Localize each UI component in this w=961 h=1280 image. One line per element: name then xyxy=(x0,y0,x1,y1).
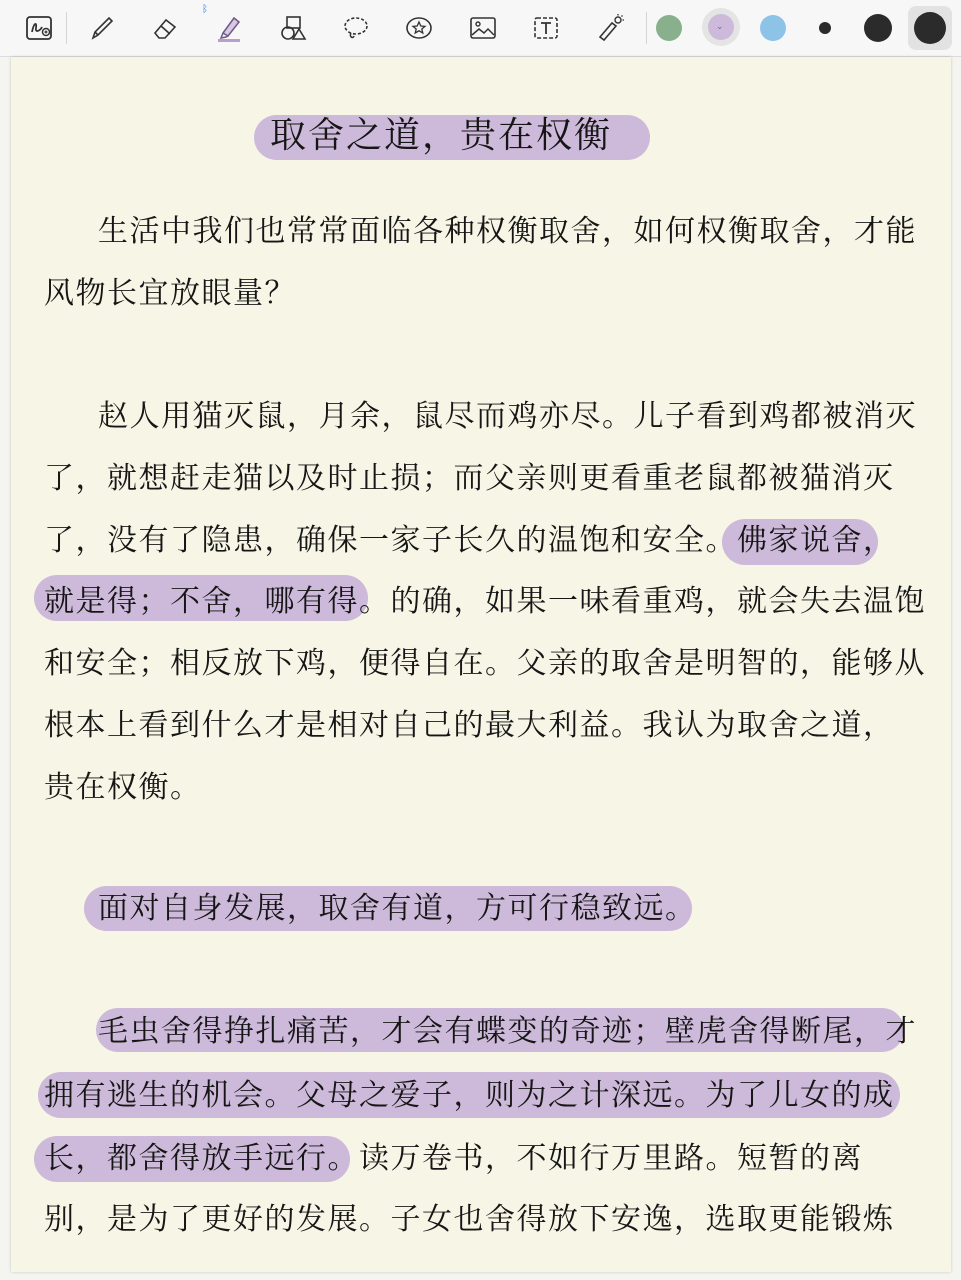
chevron-down-icon: ⌄ xyxy=(716,22,724,32)
text-line: 和安全；相反放下鸡，便得自在。父亲的取舍是明智的，能够从 xyxy=(44,646,926,681)
eraser-icon[interactable] xyxy=(143,6,187,50)
text-line: 生活中我们也常常面临各种权衡取舍，如何权衡取舍，才能 xyxy=(98,214,917,249)
handwriting-icon[interactable] xyxy=(17,6,61,50)
pen-icon[interactable] xyxy=(80,6,124,50)
text-box-icon[interactable] xyxy=(524,6,568,50)
text-line: 了，没有了隐患，确保一家子长久的温饱和安全。佛家说舍， xyxy=(44,523,895,558)
stroke-size-medium[interactable] xyxy=(864,14,892,42)
image-icon[interactable] xyxy=(461,6,505,50)
color-swatch-blue[interactable] xyxy=(760,15,786,41)
text-line: 根本上看到什么才是相对自己的最大利益。我认为取舍之道， xyxy=(44,708,895,743)
text-line: 就是得；不舍，哪有得。的确，如果一味看重鸡，就会失去温饱 xyxy=(44,584,926,619)
color-swatch-purple-selected[interactable] xyxy=(702,8,740,46)
bluetooth-icon: ᛒ xyxy=(202,4,208,15)
toolbar-separator xyxy=(66,12,67,44)
stroke-size-large xyxy=(914,12,946,44)
text-line: 毛虫舍得挣扎痛苦，才会有蝶变的奇迹；壁虎舍得断尾，才 xyxy=(98,1014,917,1049)
sticker-icon[interactable] xyxy=(397,6,441,50)
text-line: 风物长宜放眼量？ xyxy=(44,276,296,311)
laser-pointer-icon[interactable] xyxy=(588,6,632,50)
text-line: 长，都舍得放手远行。读万卷书，不如行万里路。短暂的离 xyxy=(44,1141,863,1176)
note-heading: 面对自身发展，取舍有道，方可行稳致远。 xyxy=(98,891,697,926)
stroke-size-large-selected[interactable] xyxy=(908,6,952,50)
toolbar xyxy=(0,0,961,57)
text-line: 别，是为了更好的发展。子女也舍得放下安逸，选取更能锻炼 xyxy=(44,1202,895,1237)
stroke-size-small[interactable] xyxy=(819,22,831,34)
highlighter-icon[interactable] xyxy=(207,6,251,50)
text-line: 贵在权衡。 xyxy=(44,770,202,805)
text-line: 了，就想赶走猫以及时止损；而父亲则更看重老鼠都被猫消灭 xyxy=(44,461,895,496)
shapes-icon[interactable] xyxy=(270,6,314,50)
lasso-icon[interactable] xyxy=(334,6,378,50)
note-title: 取舍之道，贵在权衡 xyxy=(270,115,613,156)
toolbar-separator xyxy=(646,12,647,44)
text-line: 赵人用猫灭鼠，月余，鼠尽而鸡亦尽。儿子看到鸡都被消灭 xyxy=(98,399,917,434)
color-swatch-green[interactable] xyxy=(656,15,682,41)
text-line: 拥有逃生的机会。父母之爱子，则为之计深远。为了儿女的成 xyxy=(44,1078,895,1113)
